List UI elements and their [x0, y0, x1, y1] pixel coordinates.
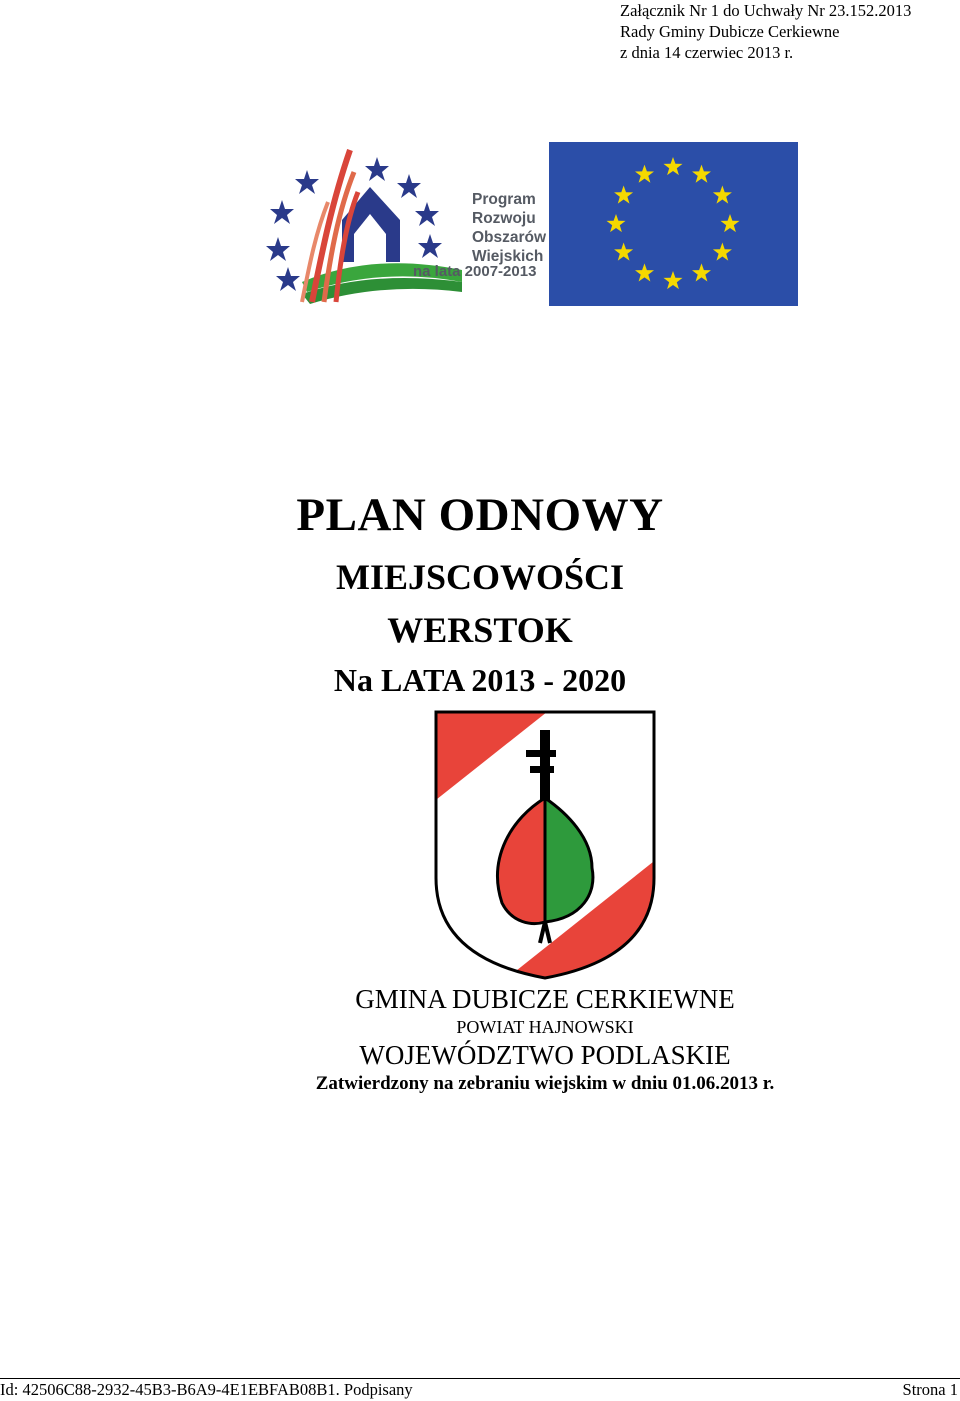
- eu-flag: [549, 142, 798, 306]
- title-line-1: PLAN ODNOWY: [296, 489, 664, 541]
- gmina-name: GMINA DUBICZE CERKIEWNE: [355, 984, 735, 1014]
- annex-line-2: Rady Gminy Dubicze Cerkiewne: [620, 22, 840, 41]
- logos-row: [262, 142, 798, 306]
- approval-note: Zatwierdzony na zebraniu wiejskim w dniu 01.06.2013 r.: [315, 1073, 775, 1094]
- page-number: Strona 1: [902, 1380, 958, 1399]
- page-footer: [0, 1378, 960, 1401]
- prow-years: na lata 2007-2013: [413, 263, 537, 280]
- prow-line-4: Wiejskich: [472, 248, 544, 265]
- document-id: Id: 42506C88-2932-45B3-B6A9-4E1EBFAB08B1. Podpisany: [0, 1380, 413, 1399]
- title-line-4: Na LATA 2013 - 2020: [333, 662, 627, 698]
- powiat-name: POWIAT HAJNOWSKI: [456, 1017, 634, 1037]
- prow-line-2: Rozwoju: [472, 210, 536, 227]
- eu-flag-icon: [549, 142, 798, 306]
- annex-line-1: Załącznik Nr 1 do Uchwały Nr 23.152.2013: [620, 1, 912, 20]
- coat-of-arms-icon: [432, 708, 658, 982]
- annex-line-3: z dnia 14 czerwiec 2013 r.: [620, 43, 794, 62]
- prow-line-1: Program: [472, 191, 536, 208]
- prow-line-3: Obszarów: [472, 229, 547, 246]
- prow-name: [472, 190, 546, 266]
- wojewodztwo-name: WOJEWÓDZTWO PODLASKIE: [359, 1040, 731, 1070]
- annex-header: [620, 0, 950, 63]
- title-line-2: MIEJSCOWOŚCI: [335, 557, 625, 597]
- prow-logo: [262, 142, 548, 306]
- coat-of-arms: [432, 708, 658, 982]
- title-line-3: WERSTOK: [387, 610, 573, 650]
